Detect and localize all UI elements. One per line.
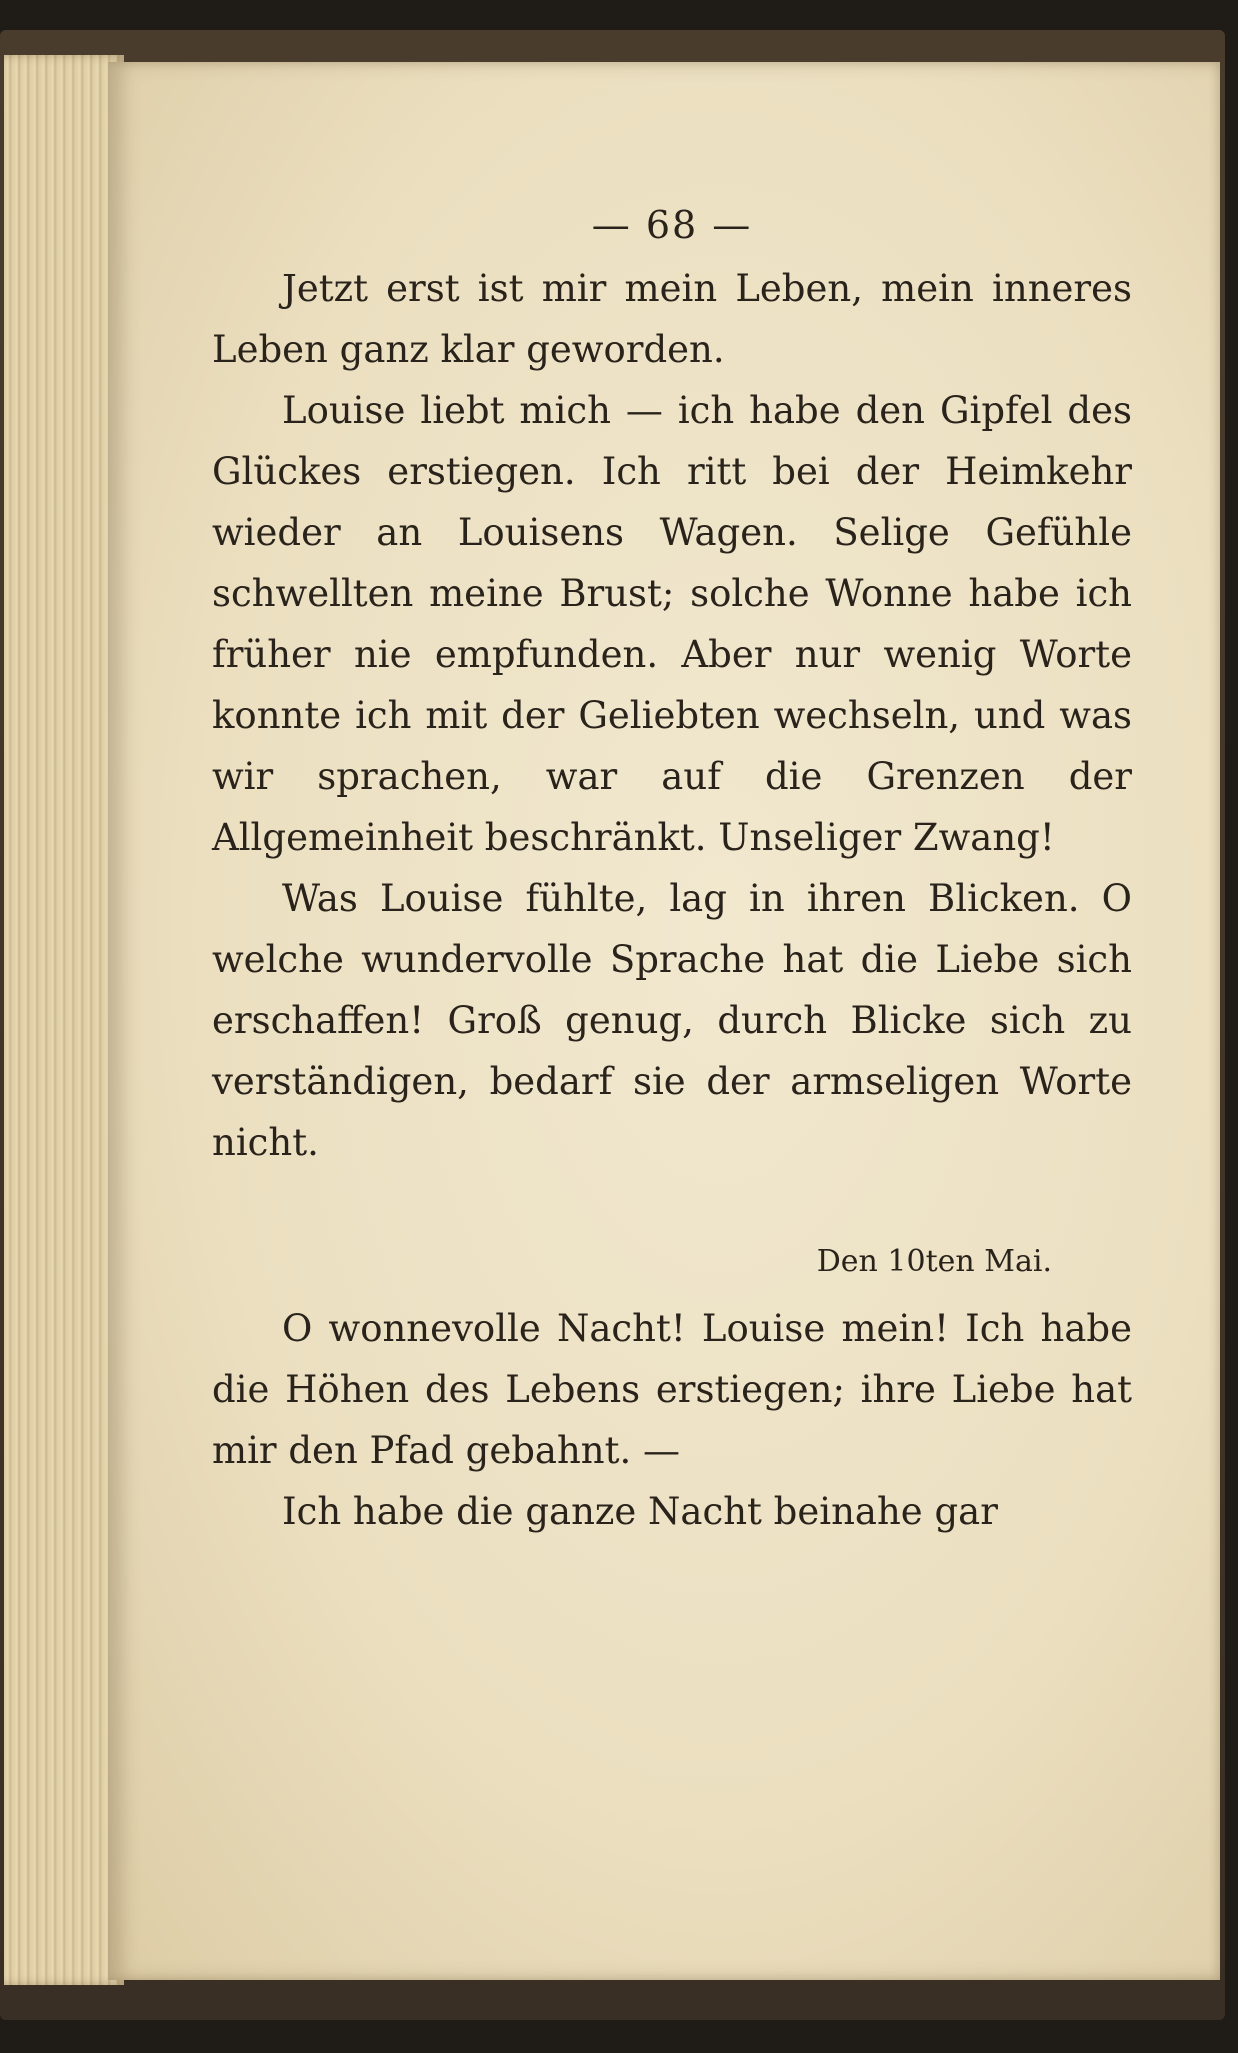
page-number: — 68 —: [591, 203, 753, 247]
dateline: Den 10ten Mai.: [816, 1244, 1052, 1279]
paragraph-4: O wonnevolle Nacht! Louise mein! Ich habe die Höhen des Lebens erstiegen; ihre Liebe hat mir den Pfad gebahnt. —: [212, 1307, 1132, 1472]
page-text: [212, 195, 1132, 1542]
paragraph-1: Jetzt erst ist mir mein Leben, mein inneres Leben ganz klar geworden.: [212, 267, 1132, 371]
paragraph-3: Was Louise fühlte, lag in ihren Blicken. O welche wundervolle Sprache hat die Liebe sich erschaffen! Groß genug, durch Blicke sich zu verständigen, bedarf sie der armseligen Worte nicht.: [212, 877, 1132, 1164]
page-edges: [4, 55, 124, 1985]
paragraph-5: Ich habe die ganze Nacht beinahe gar: [282, 1490, 998, 1533]
paragraph-2: Louise liebt mich — ich habe den Gipfel des Glückes erstiegen. Ich ritt bei der Heimkehr wieder an Louisens Wagen. Selige Gefühle schwellten meine Brust; solche Wonne habe ich früher nie empfunden. Aber nur wenig Worte konnte ich mit der Geliebten wechseln, und was wir sprachen, war auf die Grenzen der Allgemeinheit beschränkt. Unseliger Zwang!: [212, 389, 1132, 859]
